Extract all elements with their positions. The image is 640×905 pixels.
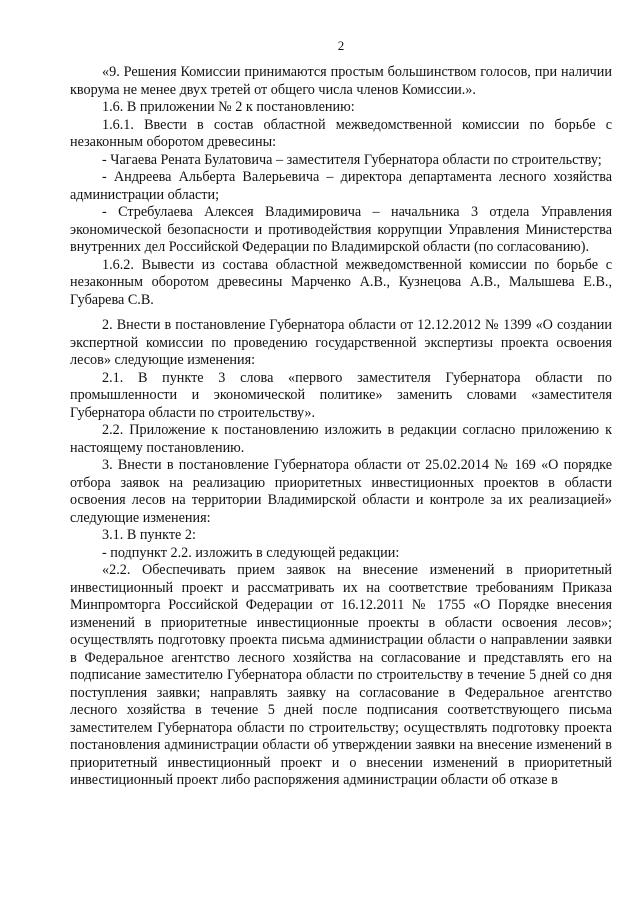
paragraph-1-6-1: 1.6.1. Ввести в состав областной межведомственной комиссии по борьбе с незаконным оборотом древесины: xyxy=(70,116,612,150)
paragraph-2-2: 2.2. Приложение к постановлению изложить в редакции согласно приложению к настоящему постановлению. xyxy=(70,422,612,456)
paragraph-2: 2. Внести в постановление Губернатора области от 12.12.2012 № 1399 «О создании экспертной комиссии по проведению государственной экспертизы проекта освоения лесов» следующие изменения: xyxy=(70,317,612,368)
page-number: 2 xyxy=(337,38,345,53)
paragraph-3-1: 3.1. В пункте 2: xyxy=(102,527,196,543)
paragraph-2-2-new-text: «2.2. Обеспечивать прием заявок на внесение изменений в приоритетный инвестиционный проект и рассматривать их на соответствие требованиям Приказа Минпромторга Российской Федерации от 16.12.2011 № 1755 «О Порядке внесения изменений в приоритетные инвестиционные проекты в области освоения лесов»; осуществлять подготовку проекта письма администрации области о направлении заявки в Федеральное агентство лесного хозяйства на согласование и представлять его на подписание заместителю Губернатора области по строительству в течение 5 дней со дня поступления заявки; направлять заявку на согласование в Федеральное агентство лесного хозяйства в течение 5 дней после подписания соответствующего письма заместителем Губернатора области по строительству; осуществлять подготовку проекта постановления администрации области об утверждении заявки на внесение изменений в приоритетный инвестиционный проект и о внесении изменений в приоритетный инвестиционный проект либо распоряжения администрации области об отказе в xyxy=(70,562,612,788)
list-item-andreev: - Андреева Альберта Валерьевича – директора департамента лесного хозяйства администрации области; xyxy=(70,169,612,203)
paragraph-1-6: 1.6. В приложении № 2 к постановлению: xyxy=(102,99,355,115)
paragraph-1-6-2: 1.6.2. Вывести из состава областной межведомственной комиссии по борьбе с незаконным оборотом древесины Марченко А.В., Кузнецова А.В., Малышева Е.В., Губарева С.В. xyxy=(70,256,612,308)
document-page xyxy=(70,38,612,790)
paragraph-3: 3. Внести в постановление Губернатора области от 25.02.2014 № 169 «О порядке отбора заявок на реализацию приоритетных инвестиционных проектов в области освоения лесов на территории Владимирской области и контроле за их реализацией» следующие изменения: xyxy=(70,457,612,526)
paragraph-item-9-quorum: «9. Решения Комиссии принимаются простым большинством голосов, при наличии кворума не менее двух третей от общего числа членов Комиссии.». xyxy=(70,64,612,98)
subparagraph-2-2-intro: - подпункт 2.2. изложить в следующей редакции: xyxy=(102,544,400,561)
list-item-chagaev: - Чагаева Рената Булатовича – заместителя Губернатора области по строительству; xyxy=(102,151,602,168)
paragraph-2-1: 2.1. В пункте 3 слова «первого заместителя Губернатора области по промышленности и экономической политике» заменить словами «заместителя Губернатора области по строительству». xyxy=(70,369,612,421)
list-item-strebulaev: - Стребулаева Алексея Владимировича – начальника 3 отдела Управления экономической безопасности и противодействия коррупции Управления Министерства внутренних дел Российской Федерации по Владимирской области (по согласованию). xyxy=(70,204,612,255)
